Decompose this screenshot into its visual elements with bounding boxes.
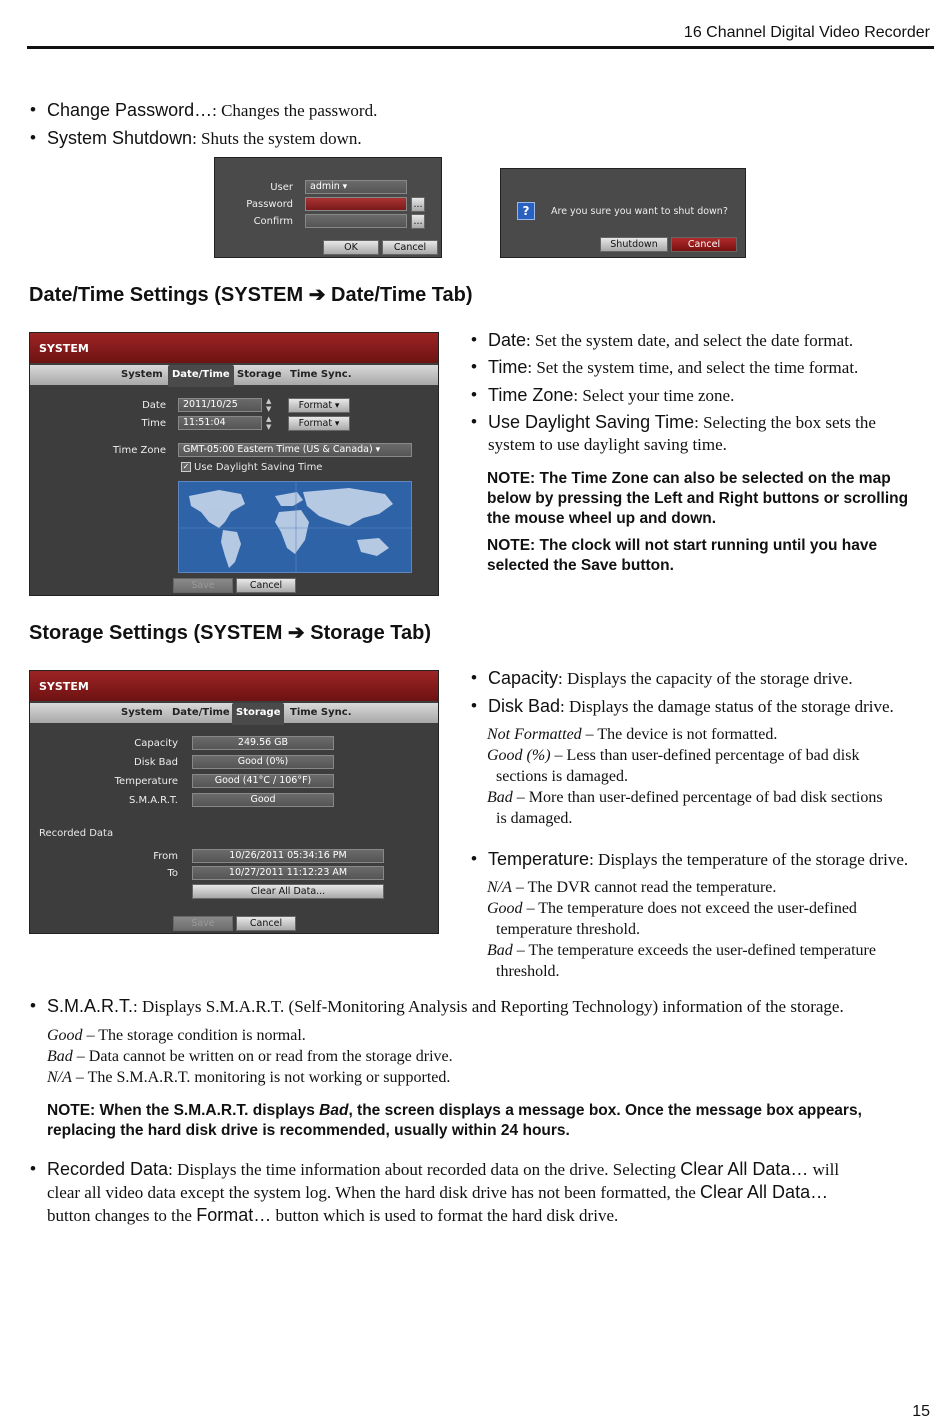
clear-all-data-button[interactable]: Clear All Data... bbox=[192, 884, 384, 899]
note-smart-bad: NOTE: When the S.M.A.R.T. displays Bad, the screen displays a message box. Once the message box appears, replacing the hard disk drive is recommended, usually within 24 hours. bbox=[47, 1102, 862, 1139]
note-clock-save: NOTE: The clock will not start running until you have selected the Save button. bbox=[487, 537, 878, 574]
storage-heading: Storage Settings (SYSTEM ➔ Storage Tab) bbox=[29, 622, 431, 644]
page-number: 15 bbox=[912, 1403, 930, 1420]
cancel-button[interactable]: Cancel bbox=[382, 240, 438, 255]
from-label: From bbox=[153, 851, 178, 862]
tab-system[interactable]: System bbox=[121, 369, 163, 380]
header-rule bbox=[27, 46, 934, 49]
timezone-label: Time Zone bbox=[112, 445, 166, 456]
ok-button[interactable]: OK bbox=[323, 240, 379, 255]
date-input[interactable]: 2011/10/25 bbox=[178, 398, 262, 412]
note-time-zone-map: NOTE: The Time Zone can also be selected on the map below by pressing the Left and Right buttons or scrolling the mouse wheel up and down. bbox=[487, 470, 909, 527]
shutdown-cancel-button[interactable]: Cancel bbox=[671, 237, 737, 252]
disk-bad-value: Good (0%) bbox=[192, 755, 334, 769]
storage-cancel-button[interactable]: Cancel bbox=[236, 916, 296, 931]
datetime-screen bbox=[29, 332, 439, 596]
date-spinner-icon[interactable]: ▲ ▼ bbox=[266, 397, 272, 413]
from-value: 10/26/2011 05:34:16 PM bbox=[192, 849, 384, 863]
dst-checkbox[interactable]: ✓ bbox=[182, 462, 190, 471]
world-map-graphic bbox=[179, 482, 412, 573]
storage-screen bbox=[29, 670, 439, 934]
password-dialog bbox=[214, 157, 442, 258]
tab-system[interactable]: System bbox=[121, 707, 163, 718]
temperature-statuses: N/A – The DVR cannot read the temperature. Good – The temperature does not exceed the user-defined temperature threshold. Bad – The temperature exceeds the user-defined temperature threshold. bbox=[487, 877, 932, 982]
disk-bad-bad: Bad – More than user-defined percentage of bad disk sections bbox=[487, 789, 883, 806]
bullet-daylight-saving: • Use Daylight Saving Time: Selecting the box sets the bbox=[471, 412, 876, 432]
user-label: User bbox=[270, 182, 293, 193]
temperature-good: Good – The temperature does not exceed the user-defined bbox=[487, 900, 857, 917]
bullet-system-shutdown: • System Shutdown: Shuts the system down. bbox=[30, 128, 362, 148]
bullet-smart: • S.M.A.R.T.: Displays S.M.A.R.T. (Self-Monitoring Analysis and Reporting Technology) information of the storage. bbox=[30, 996, 844, 1016]
disk-bad-label: Disk Bad bbox=[134, 757, 178, 768]
smart-label: S.M.A.R.T. bbox=[128, 795, 178, 806]
question-icon: ? bbox=[517, 202, 535, 220]
tab-time-sync[interactable]: Time Sync. bbox=[290, 707, 352, 718]
bullet-change-password: • Change Password…: Changes the password. bbox=[30, 100, 378, 120]
password-input[interactable] bbox=[305, 197, 407, 211]
to-value: 10/27/2011 11:12:23 AM bbox=[192, 866, 384, 880]
shutdown-message: Are you sure you want to shut down? bbox=[551, 206, 728, 217]
smart-statuses bbox=[47, 1025, 453, 1088]
tab-datetime[interactable]: Date/Time bbox=[168, 365, 234, 387]
user-select[interactable]: admin ▾ bbox=[305, 180, 407, 194]
time-label: Time bbox=[141, 418, 166, 429]
confirm-label: Confirm bbox=[253, 216, 293, 227]
datetime-heading: Date/Time Settings (SYSTEM ➔ Date/Time Tab) bbox=[29, 284, 473, 306]
bullet-temperature: • Temperature: Displays the temperature of the storage drive. bbox=[471, 849, 909, 869]
recorded-data-label: Recorded Data bbox=[39, 828, 114, 839]
shutdown-button[interactable]: Shutdown bbox=[600, 237, 668, 252]
smart-na: N/A – The S.M.A.R.T. monitoring is not working or supported. bbox=[47, 1069, 451, 1086]
disk-bad-good: Good (%) – Less than user-defined percentage of bad disk bbox=[487, 747, 860, 764]
bullet-time-zone: • Time Zone: Select your time zone. bbox=[471, 385, 735, 405]
capacity-label: Capacity bbox=[134, 738, 178, 749]
tab-bar bbox=[30, 365, 438, 385]
temperature-value: Good (41°C / 106°F) bbox=[192, 774, 334, 788]
time-format-button[interactable]: Format ▾ bbox=[288, 416, 350, 431]
document-header-title: 16 Channel Digital Video Recorder bbox=[683, 24, 930, 41]
bullet-daylight-saving-cont: system to use daylight saving time. bbox=[488, 435, 727, 454]
time-input[interactable]: 11:51:04 bbox=[178, 416, 262, 430]
storage-screen-title: SYSTEM bbox=[30, 671, 438, 701]
shutdown-dialog bbox=[500, 168, 746, 258]
smart-bad: Bad – Data cannot be written on or read from the storage drive. bbox=[47, 1048, 453, 1065]
dst-label: Use Daylight Saving Time bbox=[194, 462, 323, 473]
confirm-input[interactable] bbox=[305, 214, 407, 228]
smart-good: Good – The storage condition is normal. bbox=[47, 1027, 306, 1044]
disk-bad-statuses: Not Formatted – The device is not formatted. Good (%) – Less than user-defined percentage of bad disk sections is damaged. Bad – More than user-defined percentage of bad disk sections is damaged. bbox=[487, 724, 932, 829]
recorded-data-line-3: button changes to the Format… button which is used to format the hard disk drive. bbox=[47, 1205, 619, 1225]
tab-storage[interactable]: Storage bbox=[232, 703, 284, 725]
timezone-select[interactable]: GMT-05:00 Eastern Time (US & Canada) ▾ bbox=[178, 443, 412, 457]
storage-tab-bar bbox=[30, 703, 438, 723]
bullet-recorded-data: • Recorded Data: Displays the time information about recorded data on the drive. Selecting Clear All Data… will bbox=[30, 1159, 840, 1179]
storage-save-button[interactable]: Save bbox=[173, 916, 233, 931]
bullet-time: • Time: Set the system time, and select the time format. bbox=[471, 357, 859, 377]
smart-value: Good bbox=[192, 793, 334, 807]
recorded-data-line-2: clear all video data except the system log. When the hard disk drive has not been formatted, the Clear All Data… bbox=[47, 1182, 829, 1202]
datetime-cancel-button[interactable]: Cancel bbox=[236, 578, 296, 593]
disk-bad-not-formatted: Not Formatted – The device is not formatted. bbox=[487, 726, 778, 743]
temperature-label: Temperature bbox=[114, 776, 178, 787]
bullet-capacity: • Capacity: Displays the capacity of the storage drive. bbox=[471, 668, 853, 688]
capacity-value: 249.56 GB bbox=[192, 736, 334, 750]
tab-storage[interactable]: Storage bbox=[237, 369, 282, 380]
tab-time-sync[interactable]: Time Sync. bbox=[290, 369, 352, 380]
time-spinner-icon[interactable]: ▲ ▼ bbox=[266, 415, 272, 431]
temperature-bad: Bad – The temperature exceeds the user-defined temperature bbox=[487, 942, 876, 959]
world-map[interactable] bbox=[178, 481, 412, 573]
temperature-na: N/A – The DVR cannot read the temperature. bbox=[487, 879, 777, 896]
to-label: To bbox=[167, 868, 178, 879]
tab-datetime[interactable]: Date/Time bbox=[172, 707, 230, 718]
bullet-disk-bad: • Disk Bad: Displays the damage status of the storage drive. bbox=[471, 696, 894, 716]
password-keyboard-button[interactable]: ... bbox=[411, 197, 425, 212]
confirm-keyboard-button[interactable]: ... bbox=[411, 214, 425, 229]
date-label: Date bbox=[142, 400, 166, 411]
screen-title: SYSTEM bbox=[30, 333, 438, 363]
password-label: Password bbox=[246, 199, 293, 210]
bullet-date: • Date: Set the system date, and select the date format. bbox=[471, 330, 854, 350]
save-button[interactable]: Save bbox=[173, 578, 233, 593]
date-format-button[interactable]: Format ▾ bbox=[288, 398, 350, 413]
